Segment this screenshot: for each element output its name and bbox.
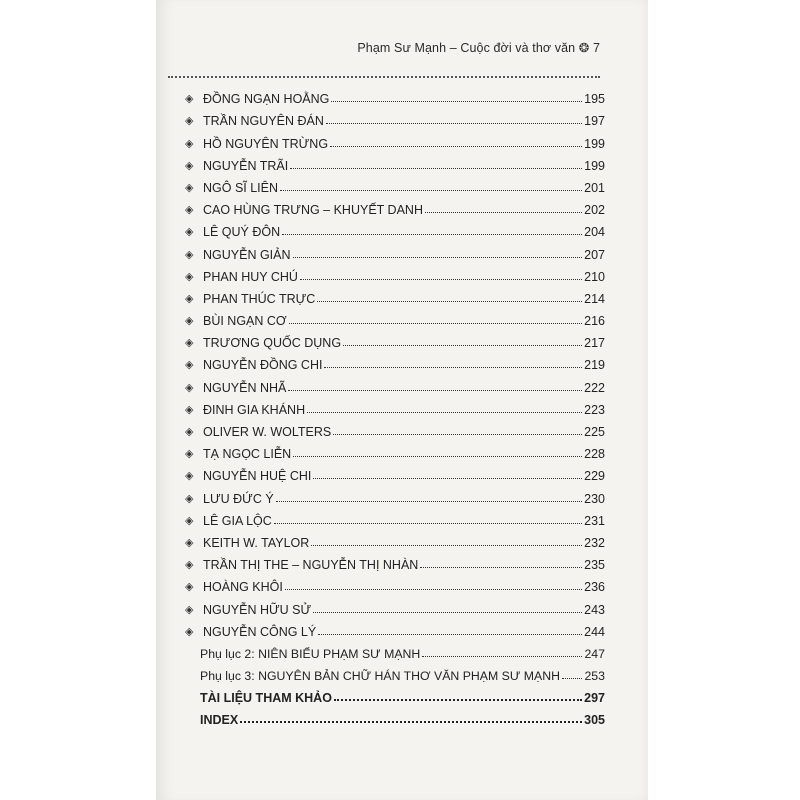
toc-entry: ◈ TRẦN THỊ THE – NGUYỄN THỊ NHÀN 235 [185,558,605,573]
diamond-bullet-icon: ◈ [185,426,194,438]
toc-entry: ◈ NGUYỄN NHÃ 222 [185,380,605,395]
diamond-bullet-icon: ◈ [185,492,194,505]
toc-entry: ◈ ĐỒNG NGẠN HOẰNG 195 [185,92,605,107]
toc-entry: ◈ LÊ QUÝ ĐÔN 204 [185,225,605,240]
toc-entry: ◈ ĐINH GIA KHÁNH 223 [185,402,605,417]
toc-entry: ◈ PHAN HUY CHÚ 210 [185,269,605,284]
diamond-bullet-icon: ◈ [185,448,194,461]
dot-leader [313,478,582,479]
dot-leader [326,123,582,124]
toc-entry: ◈ NGÔ SĨ LIÊN 201 [185,180,605,195]
diamond-bullet-icon: ◈ [185,625,194,638]
dot-leader [331,101,582,102]
dot-leader [285,589,582,590]
toc-entry: ◈ TRƯƠNG QUỐC DỤNG 217 [185,336,605,351]
toc-entry: ◈ OLIVER W. WOLTERS 225 [185,425,605,439]
toc-entry: ◈ LƯU ĐỨC Ý 230 [185,491,605,506]
dot-leader [333,434,582,435]
diamond-bullet-icon: ◈ [185,581,194,594]
dot-leader [288,390,582,391]
dot-leader [280,190,582,191]
toc-entry: ◈ BÙI NGẠN CƠ 216 [185,314,605,329]
toc-entry: ◈ HỒ NGUYÊN TRỪNG 199 [185,136,605,151]
diamond-bullet-icon: ◈ [185,603,194,616]
dot-leader [324,367,582,368]
diamond-bullet-icon: ◈ [185,270,194,283]
diamond-bullet-icon: ◈ [185,359,194,372]
diamond-bullet-icon: ◈ [185,248,194,261]
dot-leader [289,323,582,324]
dot-leader [330,146,582,147]
dot-leader [313,612,582,613]
diamond-bullet-icon: ◈ [185,536,194,549]
toc-entry: ◈ NGUYỄN ĐỒNG CHI 219 [185,358,605,373]
dot-leader [240,721,582,723]
toc-section-entry: INDEX 305 [200,713,605,728]
dot-leader [317,301,582,302]
table-of-contents [185,84,605,727]
toc-entry: ◈ NGUYỄN GIẢN 207 [185,247,605,262]
toc-appendix-entry: Phụ lục 3: NGUYÊN BẢN CHỮ HÁN THƠ VĂN PHẠM SƯ MẠNH 253 [200,669,605,684]
diamond-bullet-icon: ◈ [185,514,194,527]
diamond-bullet-icon: ◈ [185,381,194,394]
diamond-bullet-icon: ◈ [185,403,194,416]
dot-leader [562,678,582,679]
toc-entry: ◈ TRẦN NGUYÊN ĐÁN 197 [185,114,605,129]
diamond-bullet-icon: ◈ [185,115,194,128]
toc-entry: ◈ CAO HÙNG TRƯNG – KHUYẾT DANH 202 [185,203,605,218]
toc-entry: ◈ KEITH W. TAYLOR 232 [185,535,605,550]
diamond-bullet-icon: ◈ [185,159,194,172]
dot-leader [420,567,582,568]
toc-section-entry: TÀI LIỆU THAM KHẢO 297 [200,691,605,706]
toc-entry: ◈ NGUYỄN HUỆ CHI 229 [185,469,605,484]
dot-leader [425,212,582,213]
toc-entry: ◈ NGUYỄN HỮU SỬ 243 [185,602,605,617]
dot-leader [343,345,582,346]
diamond-bullet-icon: ◈ [185,181,194,194]
toc-entry: ◈ LÊ GIA LỘC 231 [185,513,605,528]
diamond-bullet-icon: ◈ [185,315,194,328]
toc-entry: ◈ PHAN THÚC TRỰC 214 [185,291,605,306]
toc-entry: ◈ NGUYỄN TRÃI 199 [185,158,605,173]
dot-leader [318,634,582,635]
toc-appendix-entry: Phụ lục 2: NIÊN BIỂU PHẠM SƯ MẠNH 247 [200,646,605,661]
dot-leader [311,545,582,546]
dot-leader [276,501,582,502]
dot-leader [282,234,582,235]
header-divider [168,76,600,78]
toc-entry: ◈ NGUYỄN CÔNG LÝ 244 [185,624,605,639]
diamond-bullet-icon: ◈ [185,204,194,217]
dot-leader [274,523,582,524]
diamond-bullet-icon: ◈ [185,292,194,305]
dot-leader [307,412,582,413]
diamond-bullet-icon: ◈ [185,559,194,572]
diamond-bullet-icon: ◈ [185,93,194,106]
toc-entry: ◈ HOÀNG KHÔI 236 [185,580,605,595]
diamond-bullet-icon: ◈ [185,470,194,483]
running-header: Phạm Sư Mạnh – Cuộc đời và thơ văn ❂ 7 [357,41,600,55]
dot-leader [293,456,582,457]
diamond-bullet-icon: ◈ [185,337,194,350]
dot-leader [290,168,582,169]
dot-leader [300,279,582,280]
diamond-bullet-icon: ◈ [185,226,194,239]
toc-entry: ◈ TẠ NGỌC LIỄN 228 [185,447,605,462]
dot-leader [334,699,582,701]
dot-leader [293,257,583,258]
diamond-bullet-icon: ◈ [185,137,194,150]
dot-leader [422,656,582,657]
